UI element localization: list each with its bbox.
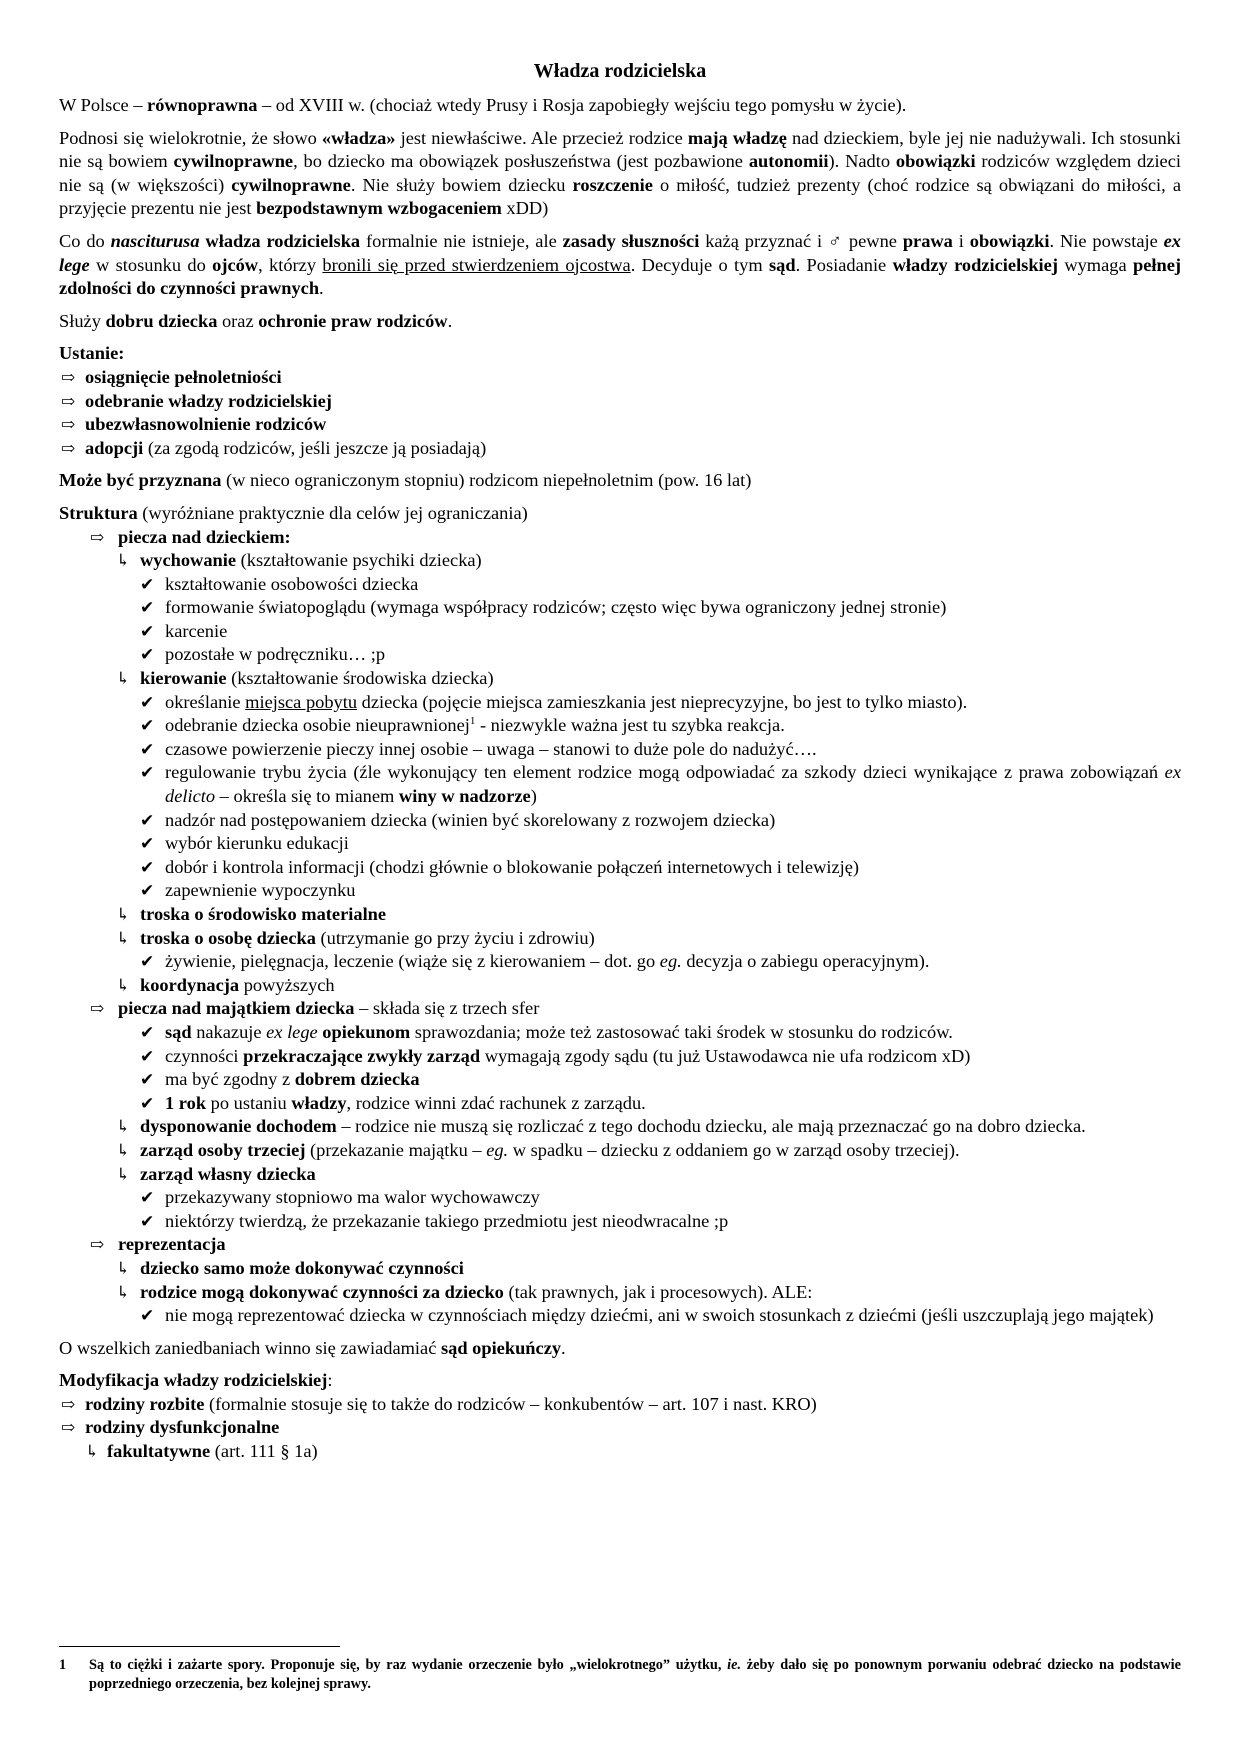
list-item xyxy=(59,1021,1181,1045)
text-bold: rodzice mogą dokonywać czynności za dziecko xyxy=(140,1281,504,1302)
check-icon: ✔ xyxy=(140,1306,155,1326)
text-bold: opiekunom xyxy=(317,1021,411,1042)
list-item xyxy=(59,667,1181,691)
corner-arrow-icon: ↳ xyxy=(116,905,131,924)
text: każą przyznać i ♂ pewne xyxy=(699,230,903,251)
text-bold: władzy xyxy=(291,1092,347,1113)
text-italic: ex delicto xyxy=(165,762,1181,807)
text: (kształtowanie psychiki dziecka) xyxy=(236,550,482,571)
text: (kształtowanie środowiska dziecka) xyxy=(226,668,494,689)
corner-arrow-icon: ↳ xyxy=(116,1117,131,1137)
list-item xyxy=(59,1257,1181,1281)
text-bold: piecza nad majątkiem dziecka xyxy=(118,998,355,1019)
list-item xyxy=(59,1045,1181,1069)
text-bold: obowiązki xyxy=(969,230,1050,251)
list-item xyxy=(59,950,1181,974)
text: . Nie służy bowiem dziecku xyxy=(350,174,573,195)
check-icon: ✔ xyxy=(140,1022,155,1042)
text-bold: troska o środowisko materialne xyxy=(140,904,387,924)
text: (wyróżniane praktycznie dla celów jej ograniczania) xyxy=(137,502,528,523)
text: nadzór nad postępowaniem dziecka (winien być skorelowany z rozwojem dziecka) xyxy=(165,809,776,830)
corner-arrow-icon: ↳ xyxy=(116,1140,131,1160)
text-bold: mają władzę xyxy=(687,127,787,148)
text-underline: miejsca pobytu xyxy=(245,691,358,712)
text: . xyxy=(561,1337,566,1358)
check-icon: ✔ xyxy=(140,716,155,736)
text: powyższych xyxy=(239,974,335,995)
text: przekazywany stopniowo ma walor wychowawczy xyxy=(165,1187,540,1208)
list-item xyxy=(59,1163,1181,1187)
list-item xyxy=(59,413,1181,437)
text: nakazuje xyxy=(191,1021,267,1042)
list-item xyxy=(59,974,1181,998)
text-bold: prawa xyxy=(902,230,953,251)
text: w stosunku do xyxy=(89,254,213,275)
corner-arrow-icon: ↳ xyxy=(85,1442,100,1462)
check-icon: ✔ xyxy=(140,598,155,618)
text-bold: kierowanie xyxy=(140,668,227,689)
check-icon: ✔ xyxy=(140,645,155,665)
list-item xyxy=(59,390,1181,414)
arrow-icon: ⇨ xyxy=(90,999,105,1019)
text: (utrzymanie go przy życiu i zdrowiu) xyxy=(315,927,595,948)
arrow-icon: ⇨ xyxy=(61,415,76,435)
text-bold: ubezwłasnowolnienie rodziców xyxy=(85,414,327,435)
list-item xyxy=(59,832,1181,856)
text: kształtowanie osobowości dziecka xyxy=(165,573,419,594)
text-bold: sąd opiekuńczy xyxy=(440,1337,562,1358)
text-bold: pełnej zdolności do czynności prawnych xyxy=(59,254,1181,299)
text: dobór i kontrola informacji (chodzi głównie o blokowanie połączeń internetowych i telewizję) xyxy=(165,856,860,877)
text-bold: «władza» xyxy=(321,127,396,148)
corner-arrow-icon: ↳ xyxy=(116,1164,131,1184)
text: zapewnienie wypoczynku xyxy=(165,880,356,901)
text-italic: eg. xyxy=(486,1139,509,1160)
corner-arrow-icon: ↳ xyxy=(116,928,131,948)
text: ) xyxy=(530,786,537,807)
section-label-ustanie: Ustanie: xyxy=(59,343,125,364)
section-label-struktura: Struktura xyxy=(59,502,138,523)
list-item xyxy=(59,573,1181,597)
page-title: Władza rodzicielska xyxy=(533,60,707,82)
paragraph-przyznana xyxy=(59,469,1181,493)
text-bold: dysponowanie dochodem xyxy=(140,1116,337,1137)
check-icon: ✔ xyxy=(140,574,155,594)
footnote-text xyxy=(89,1656,1181,1694)
arrow-icon: ⇨ xyxy=(61,1418,76,1438)
list-item xyxy=(59,927,1181,951)
check-icon: ✔ xyxy=(140,952,155,972)
text: nad dzieckiem, byle jej nie nadużywali. Ich stosunki nie są bowiem xyxy=(59,127,1181,172)
paragraph-wladza xyxy=(59,127,1181,221)
text-bold: dobrem dziecka xyxy=(294,1069,420,1090)
text: O wszelkich zaniedbaniach winno się zawiadamiać xyxy=(59,1337,441,1358)
arrow-icon: ⇨ xyxy=(61,438,76,458)
list-item xyxy=(59,761,1181,808)
check-icon: ✔ xyxy=(140,739,155,759)
text-bold-italic: nasciturusa xyxy=(110,230,200,251)
text-bold: odebranie władzy rodzicielskiej xyxy=(85,390,332,411)
list-item xyxy=(59,997,1181,1021)
check-icon: ✔ xyxy=(140,1093,155,1113)
text: nie mogą reprezentować dziecka w czynnościach między dziećmi, ani w swoich stosunkach z dziećmi (jeśli uszczuplają jego majątek) xyxy=(165,1305,1154,1326)
list-item xyxy=(59,1068,1181,1092)
text-bold: adopcji xyxy=(85,437,144,458)
text: ). Nadto xyxy=(828,151,896,172)
footnote xyxy=(59,1656,1181,1694)
text: określanie xyxy=(165,691,246,712)
text-underline: bronili się przed stwierdzeniem ojcostwa xyxy=(322,254,631,275)
text: – rodzice nie muszą się rozliczać z tego dochodu dziecku, ale mają przeznaczać go na dobro dziecka. xyxy=(336,1116,1086,1137)
text: (formalnie stosuje się to także do rodziców – konkubentów – art. 107 i nast. KRO) xyxy=(204,1393,817,1414)
text: formowanie światopoglądu (wymaga współpracy rodziców; często więc bywa ograniczony jednej stronie) xyxy=(165,597,947,618)
arrow-icon: ⇨ xyxy=(61,367,76,387)
paragraph-zaniedbania xyxy=(59,1337,1181,1361)
text-bold: cywilnoprawne xyxy=(173,151,294,172)
footnote-separator xyxy=(59,1646,340,1647)
text: w spadku – dziecku z oddaniem go w zarząd osoby trzeciej). xyxy=(508,1139,960,1160)
list-item xyxy=(59,620,1181,644)
section-struktura xyxy=(59,502,1181,1328)
text: Są to ciężki i zażarte spory. Proponuje się, by raz wydanie orzeczenie było „wielokrotnego” użytku, xyxy=(89,1657,728,1673)
text-bold: władza rodzicielska xyxy=(199,230,361,251)
text-bold: dobru dziecka xyxy=(105,310,218,331)
text: (za zgodą rodziców, jeśli jeszcze ją posiadają) xyxy=(143,437,487,458)
list-item xyxy=(59,437,1181,461)
text: po ustaniu xyxy=(206,1092,292,1113)
text: – składa się z trzech sfer xyxy=(354,998,540,1019)
text-italic: eg. xyxy=(659,951,682,972)
text-bold-italic: ex lege xyxy=(59,230,1181,275)
list-item xyxy=(59,1416,1181,1440)
list-item xyxy=(59,879,1181,903)
section-modyfikacja xyxy=(59,1369,1181,1463)
check-icon: ✔ xyxy=(140,1188,155,1208)
footnote-number: 1 xyxy=(59,1657,67,1673)
text-bold: sąd xyxy=(769,254,796,275)
text-bold: winy w nadzorze xyxy=(398,786,531,807)
text: - niezwykle ważna jest tu szybka reakcja. xyxy=(475,715,785,736)
list-item xyxy=(59,691,1181,715)
corner-arrow-icon: ↳ xyxy=(116,1258,131,1278)
text: Służy xyxy=(59,310,106,331)
text: czasowe powierzenie pieczy innej osobie – uwaga – stanowi to duże pole do nadużyć…. xyxy=(165,738,817,759)
check-icon: ✔ xyxy=(140,881,155,901)
text: jest niewłaściwe. Ale przecież rodzice xyxy=(395,127,688,148)
text: ma być zgodny z xyxy=(165,1069,295,1090)
arrow-icon: ⇨ xyxy=(61,391,76,411)
check-icon: ✔ xyxy=(140,857,155,877)
text: rodziców względem dzieci nie są (w większości) xyxy=(59,151,1181,195)
list-item xyxy=(59,1281,1181,1305)
text-bold: dziecko samo może dokonywać czynności xyxy=(140,1257,464,1278)
text-bold: 1 rok xyxy=(165,1092,207,1113)
text: . Nie powstaje xyxy=(1049,230,1164,251)
text-bold: bezpodstawnym wzbogaceniem xyxy=(256,198,502,219)
list-item xyxy=(59,1115,1181,1139)
text: karcenie xyxy=(165,620,228,641)
text-bold: koordynacja xyxy=(140,974,240,995)
text: wymagają zgody sądu (tu już Ustawodawca nie ufa rodzicom xD) xyxy=(480,1045,971,1066)
list-item xyxy=(59,643,1181,667)
check-icon: ✔ xyxy=(140,810,155,830)
list-item xyxy=(59,738,1181,762)
text: formalnie nie istnieje, ale xyxy=(360,230,563,251)
text: Co do xyxy=(59,230,111,251)
text-bold: fakultatywne xyxy=(107,1441,211,1462)
text: , którzy xyxy=(258,254,323,275)
text-bold: rodziny rozbite xyxy=(85,1393,205,1414)
text-bold: roszczenie xyxy=(572,174,653,195)
check-icon: ✔ xyxy=(140,1070,155,1090)
text: . Decyduje o tym xyxy=(630,254,769,275)
text: regulowanie trybu życia (źle wykonujący ten element rodzice mogą odpowiadać za szkody dzieci wynikające z prawa zobowiązań xyxy=(165,762,1165,783)
list-item xyxy=(59,1440,1181,1464)
arrow-icon: ⇨ xyxy=(61,1394,76,1414)
text: (tak prawnych, jak i procesowych). ALE: xyxy=(503,1281,813,1302)
text: o miłość, tudzież prezenty (choć rodzice są obwiązani do miłości, a przyjęcie prezentu nie jest xyxy=(59,174,1181,219)
text: wybór kierunku edukacji xyxy=(165,833,349,854)
footnote-reference[interactable]: 1 xyxy=(469,715,476,728)
paragraph-intro xyxy=(59,94,1181,118)
section-ustanie xyxy=(59,342,1181,460)
text: . Posiadanie xyxy=(795,254,893,275)
check-icon: ✔ xyxy=(140,692,155,712)
text-bold: zarząd własny dziecka xyxy=(140,1163,316,1184)
text: decyzja o zabiegu operacyjnym). xyxy=(681,951,930,972)
text: wymaga xyxy=(1057,254,1133,275)
text: sprawozdania; może też zastosować taki środek w stosunku do rodziców. xyxy=(410,1021,953,1042)
list-item xyxy=(59,1304,1181,1328)
list-item xyxy=(59,1186,1181,1210)
check-icon: ✔ xyxy=(140,763,155,783)
text: W Polsce – xyxy=(59,95,148,115)
corner-arrow-icon: ↳ xyxy=(116,669,131,689)
text-bold: cywilnoprawne xyxy=(231,174,351,195)
text-bold: zasady słuszności xyxy=(562,230,700,251)
text-bold: ojców xyxy=(212,254,259,275)
text: : xyxy=(327,1370,333,1391)
text: żeby dało się po ponownym porwaniu odebrać dziecko na podstawie poprzedniego orzeczenia, bez kolejnej sprawy. xyxy=(89,1657,1181,1692)
text-bold: obowiązki xyxy=(895,151,976,172)
list-item xyxy=(59,1393,1181,1417)
list-item xyxy=(59,366,1181,390)
list-item xyxy=(59,903,1181,927)
text: xDD) xyxy=(501,198,549,219)
text: , bo dziecko ma obowiązek posłuszeństwa (jest pozbawione xyxy=(293,151,749,172)
text: – od XVIII w. (chociaż wtedy Prusy i Rosja zapobiegły wejściu tego pomysłu w życie). xyxy=(257,95,907,115)
text-bold: przekraczające zwykły zarząd xyxy=(243,1045,481,1066)
text-bold: reprezentacja xyxy=(118,1234,226,1255)
list-item xyxy=(59,526,1181,550)
corner-arrow-icon: ↳ xyxy=(116,1282,131,1302)
text: pozostałe w podręczniku… ;p xyxy=(165,644,386,665)
list-item xyxy=(59,1233,1181,1257)
text: żywienie, pielęgnacja, leczenie (wiąże się z kierowaniem – dot. go xyxy=(165,951,660,972)
list-item xyxy=(59,1092,1181,1116)
text-italic: ex lege xyxy=(266,1021,318,1042)
text-bold: rodziny dysfunkcjonalne xyxy=(85,1417,280,1438)
list-item xyxy=(59,856,1181,880)
text: i xyxy=(952,230,970,251)
arrow-icon: ⇨ xyxy=(90,527,105,547)
arrow-icon: ⇨ xyxy=(90,1235,105,1255)
list-item xyxy=(59,714,1181,738)
text: odebranie dziecka osobie nieuprawnionej xyxy=(165,715,470,736)
text: . xyxy=(447,310,453,331)
check-icon: ✔ xyxy=(140,1211,155,1231)
text: niektórzy twierdzą, że przekazanie takiego przedmiotu jest nieodwracalne ;p xyxy=(165,1210,729,1231)
text-bold: sąd xyxy=(165,1021,192,1042)
text-bold: ochronie praw rodziców xyxy=(258,310,448,331)
text-bold: wychowanie xyxy=(140,550,237,571)
text: (w nieco ograniczonym stopniu) rodzicom niepełnoletnim (pow. 16 lat) xyxy=(221,470,752,491)
text: Podnosi się wielokrotnie, że słowo xyxy=(59,127,322,148)
text-bold: osiągnięcie pełnoletniości xyxy=(85,366,282,387)
check-icon: ✔ xyxy=(140,621,155,641)
text: czynności xyxy=(165,1045,244,1066)
text-bold: zarząd osoby trzeciej xyxy=(140,1139,306,1160)
check-icon: ✔ xyxy=(140,834,155,854)
corner-arrow-icon: ↳ xyxy=(116,551,131,571)
section-label-modyfikacja: Modyfikacja władzy rodzicielskiej xyxy=(59,1370,328,1391)
document-page xyxy=(59,58,1181,1464)
text: dziecka (pojęcie miejsca zamieszkania jest nieprecyzyjne, bo jest to tylko miasto). xyxy=(357,691,968,712)
list-item xyxy=(59,1210,1181,1234)
text-bold: autonomii xyxy=(748,151,829,172)
paragraph-nasciturus xyxy=(59,230,1181,301)
text: , rodzice winni zdać rachunek z zarządu. xyxy=(346,1092,646,1113)
list-item xyxy=(59,596,1181,620)
list-item xyxy=(59,1139,1181,1163)
text-bold: władzy rodzicielskiej xyxy=(892,254,1058,275)
text: – określa się to mianem xyxy=(215,786,399,807)
text-bold: troska o osobę dziecka xyxy=(140,927,316,948)
text-bold: równoprawna xyxy=(147,95,258,115)
text-bold: piecza nad dzieckiem: xyxy=(118,526,291,547)
corner-arrow-icon: ↳ xyxy=(116,975,131,995)
text: . xyxy=(319,278,324,299)
text-italic: ie. xyxy=(727,1657,742,1673)
paragraph-sluzy xyxy=(59,310,1181,334)
text: (przekazanie majątku – xyxy=(305,1139,487,1160)
list-item xyxy=(59,809,1181,833)
check-icon: ✔ xyxy=(140,1046,155,1066)
list-item xyxy=(59,549,1181,573)
text: (art. 111 § 1a) xyxy=(210,1441,318,1462)
text-bold: Może być przyznana xyxy=(59,470,222,491)
text: oraz xyxy=(217,310,259,331)
